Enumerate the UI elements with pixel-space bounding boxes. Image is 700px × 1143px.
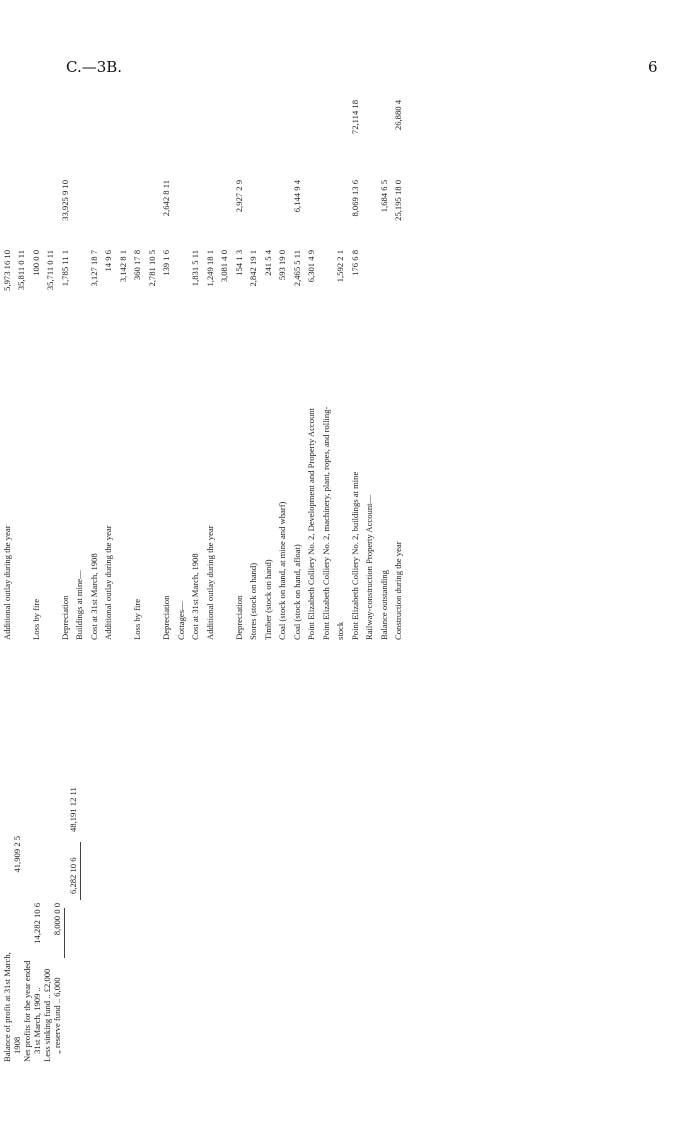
asset-label: Stores (stock on hand) — [248, 562, 258, 640]
asset-label: Cottages— — [175, 601, 186, 640]
asset-label: Coal (stock on hand, at mine and wharf) — [277, 501, 287, 640]
asset-amount-a: 1,249 18 1 — [204, 250, 215, 287]
asset-label: Point Elizabeth Colliery No. 2, Development and Property Account — [306, 408, 316, 640]
asset-label: Railway-construction Property Account— — [364, 494, 374, 640]
asset-amount-a: 2,465 5 11 — [291, 250, 302, 287]
asset-amount-a: 3,127 18 7 — [88, 250, 99, 287]
asset-amount-a: 1,592 2 1 — [335, 250, 345, 283]
profit-loss-total: 48,191 12 11 — [68, 787, 78, 832]
asset-amount-b: 25,195 18 0 — [393, 180, 403, 221]
asset-amount-a: 1,785 11 1 — [59, 250, 70, 287]
asset-label: stock — [335, 621, 345, 640]
asset-label: Point Elizabeth Colliery No. 2, machinery, plant, ropes, and rolling- — [320, 406, 331, 640]
asset-label: Timber (stock on hand) — [262, 559, 273, 640]
asset-label: Buildings at mine— — [74, 570, 84, 640]
profit-loss-subtotal: 41,909 2 5 — [12, 836, 22, 873]
asset-amount-a: 1,831 5 11 — [190, 250, 200, 287]
rule — [80, 842, 81, 900]
page-number: 6 — [648, 58, 658, 76]
asset-label: Depreciation — [59, 595, 70, 640]
asset-label: Cost at 31st March, 1908 — [190, 553, 200, 640]
asset-label: Additional outlay during the year — [204, 525, 215, 640]
profit-loss-amount: 8,000 0 0 — [52, 903, 62, 936]
profit-loss-result: 6,282 10 6 — [68, 857, 78, 894]
asset-amount-a: 139 1 6 — [161, 250, 171, 276]
asset-label: Additional outlay during the year — [1, 525, 12, 640]
asset-label: Depreciation — [233, 595, 244, 640]
asset-amount-a: 360 17 8 — [132, 250, 142, 281]
asset-amount-a: 14 9 6 — [103, 250, 113, 272]
page-identifier: C.—3B. — [66, 58, 123, 76]
asset-amount-b: 2,927 2 9 — [233, 180, 244, 213]
asset-label: Additional outlay during the year — [103, 525, 113, 640]
balance-sheet — [0, 90, 442, 1070]
asset-amount-b: 2,642 8 11 — [161, 180, 171, 217]
asset-amount-a: 241 5 4 — [262, 250, 273, 276]
asset-amount-a: 176 6 8 — [349, 250, 360, 276]
profit-loss-label: 31st March, 1909 .. — [32, 987, 42, 1054]
asset-amount-a: 35,811 0 11 — [16, 250, 26, 291]
profit-loss-label: Balance of profit at 31st March, — [2, 952, 12, 1062]
asset-amount-a: 5,973 16 10 — [1, 250, 12, 291]
asset-amount-a: 3,081 4 0 — [219, 250, 229, 283]
asset-amount-a: 35,711 0 11 — [45, 250, 55, 291]
profit-loss-label: 1908 — [12, 1036, 22, 1054]
profit-loss-amount: 14,282 10 6 — [32, 903, 42, 944]
asset-amount-a: 2,781 10 5 — [146, 250, 157, 287]
asset-amount-a: 2,842 19 1 — [248, 250, 258, 287]
profit-loss-label: „ reserve fund .. 6,000 — [52, 977, 62, 1054]
asset-label: Construction during the year — [393, 541, 403, 640]
asset-amount-b: 8,069 13 6 — [349, 180, 360, 217]
asset-amount-a: 154 1 3 — [233, 250, 244, 276]
asset-amount-c: 72,114 18 — [349, 100, 360, 135]
asset-amount-a: 6,301 4 9 — [306, 250, 316, 283]
profit-loss-label: Net profits for the year ended — [22, 960, 32, 1062]
rule — [64, 908, 65, 958]
asset-amount-c: 26,880 4 — [393, 100, 403, 131]
asset-label: Coal (stock on hand, afloat) — [291, 544, 302, 640]
asset-amount-a: 3,142 8 1 — [117, 250, 128, 283]
asset-label: Loss by fire — [30, 598, 41, 640]
asset-amount-b: 33,925 9 10 — [59, 180, 70, 221]
asset-label: Cost at 31st March, 1908 — [88, 553, 99, 640]
profit-loss-label: Less sinking fund .. £2,000 — [42, 968, 52, 1062]
asset-amount-b: 1,684 6 5 — [378, 180, 389, 213]
asset-label: Loss by fire — [132, 598, 142, 640]
asset-label: Balance outstanding — [378, 570, 389, 640]
asset-amount-b: 6,144 9 4 — [291, 180, 302, 213]
asset-label: Point Elizabeth Colliery No. 2, buildings at mine — [349, 471, 360, 640]
asset-amount-a: 100 0 0 — [30, 250, 41, 276]
asset-amount-a: 593 19 0 — [277, 250, 287, 281]
asset-label: Depreciation — [161, 595, 171, 640]
